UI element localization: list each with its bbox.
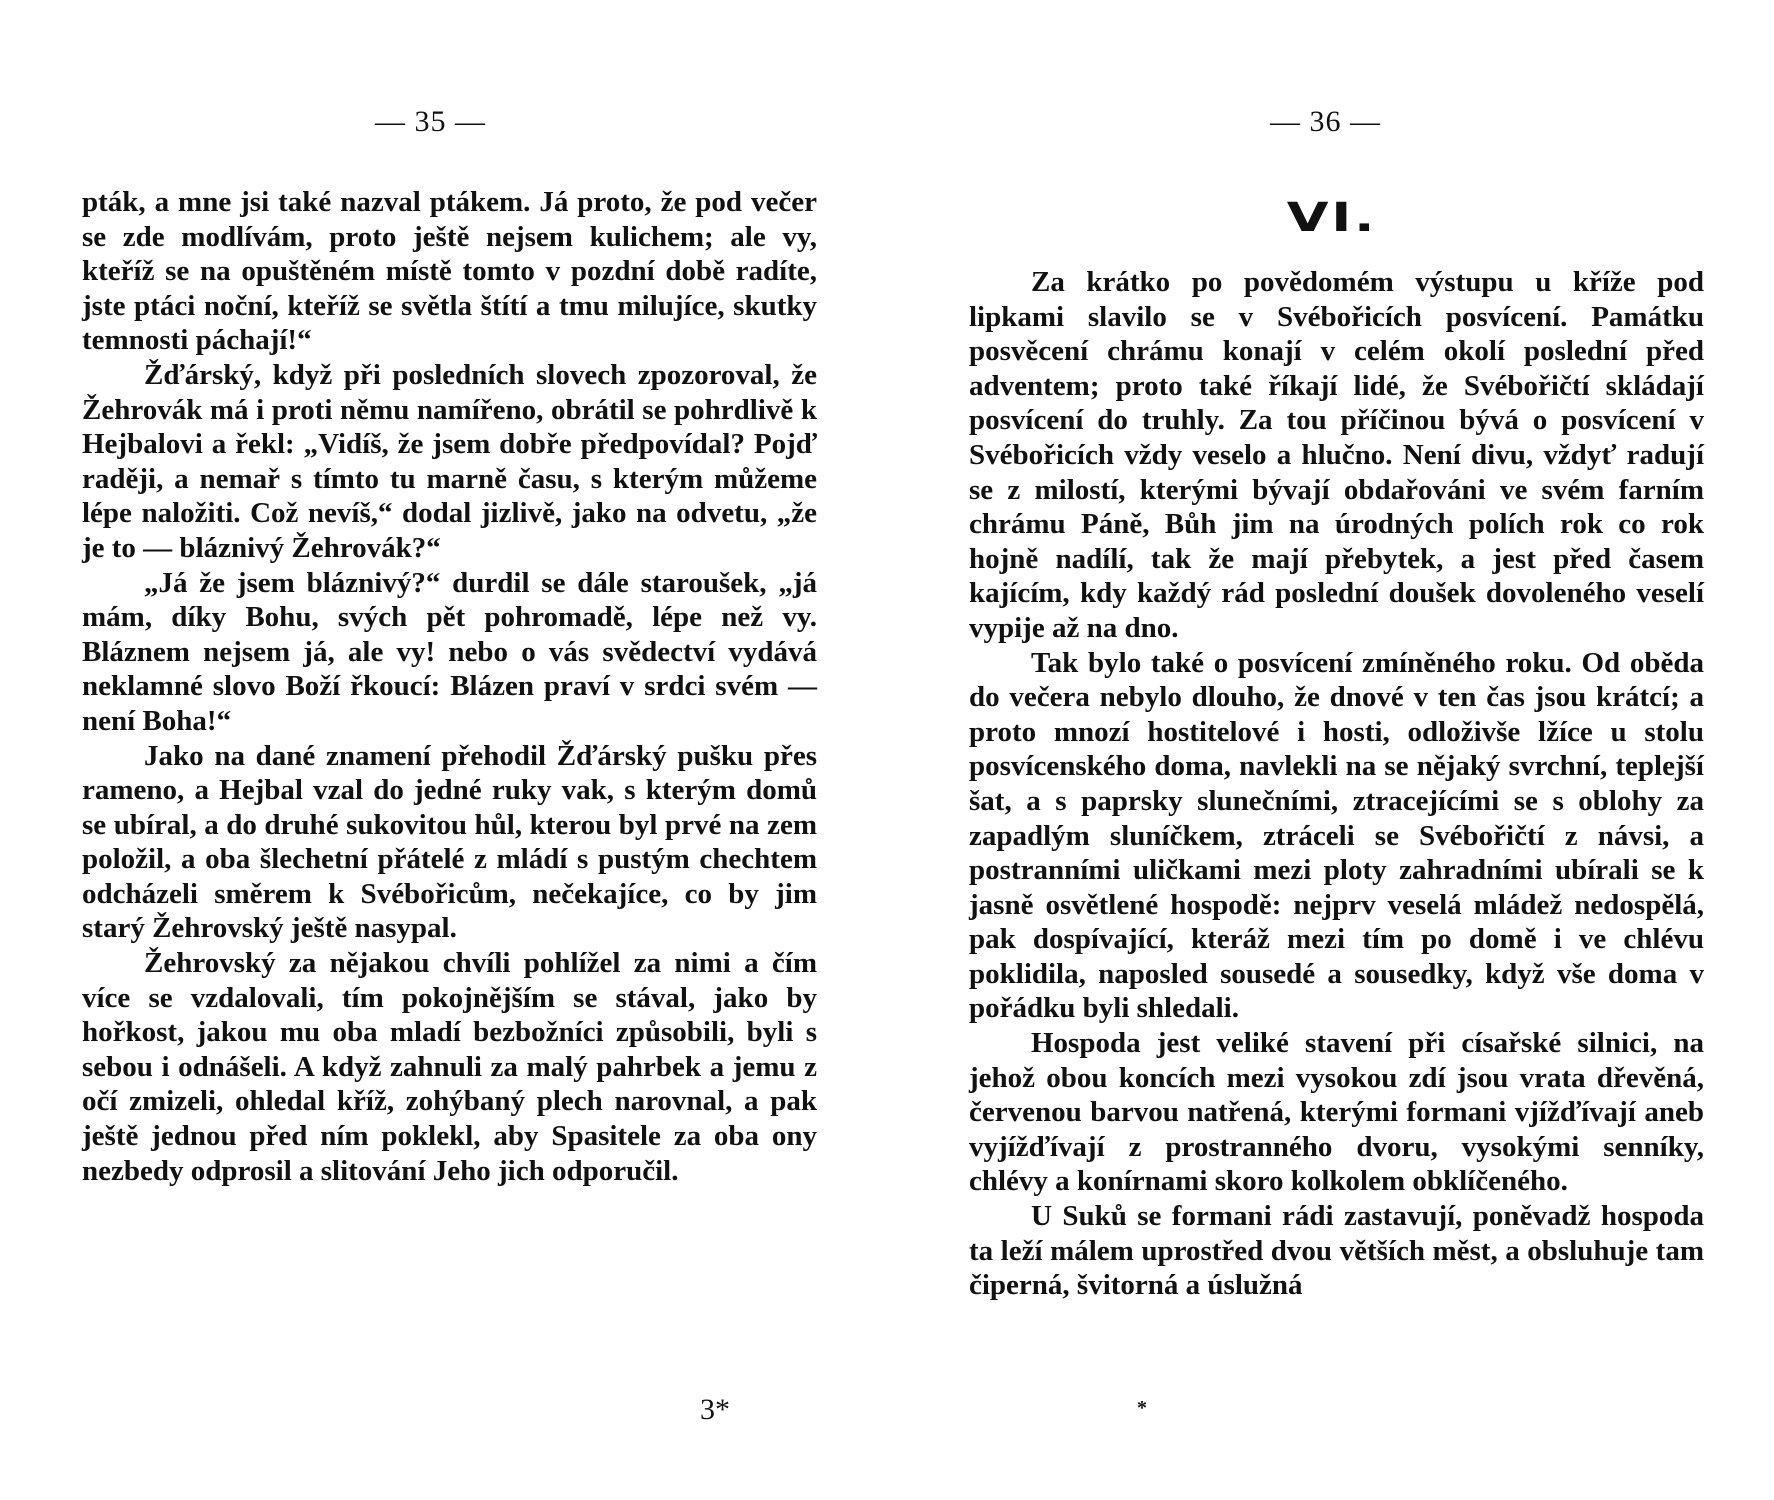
- right-page: [887, 0, 1774, 1500]
- paragraph: Hospoda jest veliké stavení při císařské silnici, na jehož obou koncích mezi vysokou zdí jsou vrata dřevěná, červenou barvou natřená, kterými formani vjížďívají aneb vyjížďívají z prostranného dvoru, vysokými senníky, chlévy a konírnami skoro kolkolem obklíčeného.: [969, 1027, 1704, 1198]
- paragraph: U Suků se formani rádi zastavují, poněvadž hospoda ta leží málem uprostřed dvou větších měst, a obsluhuje tam čiperná, švitorná a úslužná: [969, 1200, 1704, 1302]
- paragraph: pták, a mne jsi také nazval ptákem. Já proto, že pod večer se zde modlívám, proto ještě nejsem kulichem; ale vy, kteříž se na opuštěném místě tomto v pozdní době radíte, jste ptáci noční, kteříž se světla štítí a tmu milujíce, skutky temnosti páchají!“: [82, 186, 817, 357]
- chapter-heading: VI.: [1286, 195, 1378, 241]
- paragraph: Žďárský, když při posledních slovech zpozoroval, že Žehrovák má i proti němu namířeno, obrátil se pohrdlivě k Hejbalovi a řekl: „Vidíš, že jsem dobře předpovídal? Pojď raději, a nemař s tímto tu marně času, s kterým můžeme lépe naložiti. Což nevíš,“ dodal jizlivě, jako na odvetu, „že je to — bláznivý Žehrovák?“: [82, 358, 817, 564]
- signature-mark: 3*: [700, 1393, 730, 1426]
- text-block: [969, 265, 1704, 1303]
- paragraph: Tak bylo také o posvícení zmíněného roku. Od oběda do večera nebylo dlouho, že dnové v ten čas jsou krátcí; a proto mnozí hostitelové i hosti, odloživše lžíce u stolu posvícenského doma, navlekli na se nějaký svrchní, teplejší šat, a s paprsky slunečními, ztracejícími se s oblohy za zapadlým sluníčkem, ztráceli se Svébořičtí z návsi, a postranními uličkami mezi ploty zahradními ubírali se k jasně osvětlené hospodě: nejprv veselá mládež nedospělá, pak dospívající, kteráž mezi tím po domě i ve chlévu poklidila, naposled sousedé a sousedky, když vše doma v pořádku byli shledali.: [969, 646, 1704, 1025]
- paragraph: Za krátko po povědomém výstupu u kříže pod lipkami slavilo se v Svébořicích posvícení. Památku posvěcení chrámu konají v celém okolí poslední před adventem; proto také říkají lidé, že Svébořičtí skládají posvícení do truhly. Za tou příčinou bývá o posvícení v Svébořicích vždy veselo a hlučno. Není divu, vždyť radují se z milostí, kterými bývají obdařováni ve svém farním chrámu Páně, Bůh jim na úrodných polích rok co rok hojně nadílí, tak že mají přebytek, a jest před časem kajícím, kdy každý rád poslední doušek dovoleného veselí vypije až na dno.: [969, 266, 1704, 644]
- paragraph: Jako na dané znamení přehodil Žďárský pušku přes rameno, a Hejbal vzal do jedné ruky vak, s kterým domů se ubíral, a do druhé sukovitou hůl, kterou byl prvé na zem položil, a oba šlechetní přátelé z mládí s pustým chechtem odcházeli směrem k Svébořicům, nečekajíce, co by jim starý Žehrovský ještě nasypal.: [82, 739, 817, 945]
- text-block: [82, 185, 817, 1188]
- paragraph: Žehrovský za nějakou chvíli pohlížel za nimi a čím více se vzdalovali, tím pokojnějším se stával, jako by hořkost, jakou mu oba mladí bezbožníci způsobili, byli s sebou i odnášeli. A když zahnuli za malý pahrbek a jemu z očí zmizeli, ohledal kříž, zohýbaný plech narovnal, a pak ještě jednou před ním poklekl, aby Spasitele za oba ony nezbedy odprosil a slitování Jeho jich odporučil.: [82, 947, 817, 1187]
- page-number: — 36 —: [1270, 105, 1381, 138]
- page-number: — 35 —: [375, 105, 486, 138]
- stray-mark: *: [1137, 1397, 1147, 1419]
- paragraph: „Já že jsem bláznivý?“ durdil se dále staroušek, „já mám, díky Bohu, svých pět pohromadě, lépe než vy. Bláznem nejsem já, ale vy! nebo o vás svědectví vydává neklamné slovo Boží řkoucí: Blázen praví v srdci svém — není Boha!“: [82, 566, 817, 737]
